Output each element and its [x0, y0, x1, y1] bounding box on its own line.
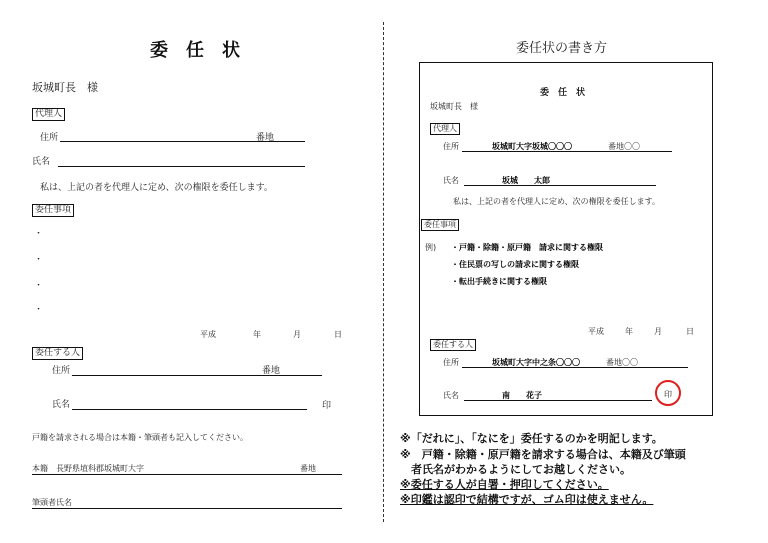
sample-matters-section-label: 委任事項	[421, 219, 459, 231]
agent-banchi-label: 番地	[256, 133, 275, 143]
sample-delegator-address: 坂城町大字中之条〇〇〇	[492, 358, 580, 367]
sample-date-month: 月	[654, 327, 662, 336]
sample-agent-banchi: 番地〇〇	[608, 142, 640, 151]
form-title: 委 任 状	[150, 40, 240, 61]
sample-example-prefix: 例)	[425, 243, 437, 252]
note-line: ※ 戸籍・除籍・原戸籍を請求する場合は、本籍及び筆頭	[400, 448, 686, 461]
delegator-address-line	[72, 375, 322, 376]
matter-bullet: ・	[34, 229, 44, 239]
sample-agent-name: 坂城 太郎	[502, 176, 550, 185]
agent-name-line	[58, 166, 305, 167]
agent-address-label: 住所	[40, 133, 59, 143]
form-addressee: 坂城町長 様	[32, 81, 98, 94]
form-note: 戸籍を請求される場合は本籍・筆頭者も記入してください。	[32, 433, 248, 442]
sample-example-item: ・住民票の写しの請求に関する権限	[451, 260, 579, 269]
honseki-line	[32, 474, 342, 475]
sample-agent-section-label: 代理人	[430, 123, 460, 135]
delegator-name-label: 氏名	[52, 400, 71, 410]
agent-name-label: 氏名	[32, 157, 51, 167]
delegator-address-label: 住所	[52, 366, 71, 376]
delegator-banchi-label: 番地	[262, 366, 281, 376]
head-name-line	[32, 508, 342, 509]
note-line: ※印鑑は認印で結構ですが、ゴム印は使えません。	[400, 493, 654, 506]
note-line: ※「だれに」、「なにを」委任するのかを明記します。	[400, 432, 663, 445]
sample-statement: 私は、上記の者を代理人に定め、次の権限を委任します。	[453, 197, 661, 206]
date-month: 月	[293, 330, 301, 339]
sample-date-era: 平成	[588, 327, 604, 336]
sample-delegator-name: 南 花子	[502, 391, 542, 400]
sample-delegator-name-label: 氏名	[443, 391, 459, 400]
delegator-name-line	[72, 409, 307, 410]
sample-delegator-address-line	[462, 367, 688, 368]
matter-bullet: ・	[34, 281, 44, 291]
sample-example-item: ・戸籍・除籍・原戸籍 請求に関する権限	[451, 243, 603, 252]
date-year: 年	[253, 330, 261, 339]
sample-agent-name-line	[464, 185, 656, 186]
sample-date-year: 年	[625, 327, 633, 336]
sample-date-day: 日	[686, 327, 694, 336]
delegator-seal-label: 印	[322, 401, 332, 411]
sample-delegator-section-label: 委任する人	[430, 339, 476, 351]
sample-title: 委 任 状	[540, 88, 586, 98]
date-day: 日	[334, 330, 342, 339]
sample-seal-label: 印	[664, 390, 672, 399]
note-line: ※委任する人が自署・押印してください。	[400, 478, 609, 491]
sample-agent-address-line	[462, 151, 672, 152]
page-divider	[383, 22, 384, 522]
head-name-label: 筆頭者氏名	[32, 498, 72, 507]
sample-heading: 委任状の書き方	[516, 41, 608, 56]
agent-section-label: 代理人	[32, 108, 65, 121]
note-line: 者氏名がわかるようにしてお越しください。	[400, 463, 631, 476]
sample-agent-address: 坂城町大字坂城〇〇〇	[492, 142, 572, 151]
date-era: 平成	[200, 330, 216, 339]
sample-addressee: 坂城町長 様	[430, 102, 478, 111]
honseki-label: 本籍 長野県埴科郡坂城町大字	[32, 464, 144, 473]
sample-example-item: ・転出手続きに関する権限	[451, 277, 547, 286]
sample-delegator-address-label: 住所	[443, 358, 459, 367]
honseki-banchi-label: 番地	[300, 464, 316, 473]
sample-delegator-banchi: 番地〇〇	[606, 358, 638, 367]
sample-delegator-name-line	[464, 400, 652, 401]
form-statement: 私は、上記の者を代理人に定め、次の権限を委任します。	[40, 183, 273, 193]
sample-agent-name-label: 氏名	[443, 176, 459, 185]
matter-bullet: ・	[34, 255, 44, 265]
matter-bullet: ・	[34, 305, 44, 315]
sample-agent-address-label: 住所	[443, 142, 459, 151]
delegator-section-label: 委任する人	[32, 347, 83, 360]
matters-section-label: 委任事項	[32, 204, 74, 217]
